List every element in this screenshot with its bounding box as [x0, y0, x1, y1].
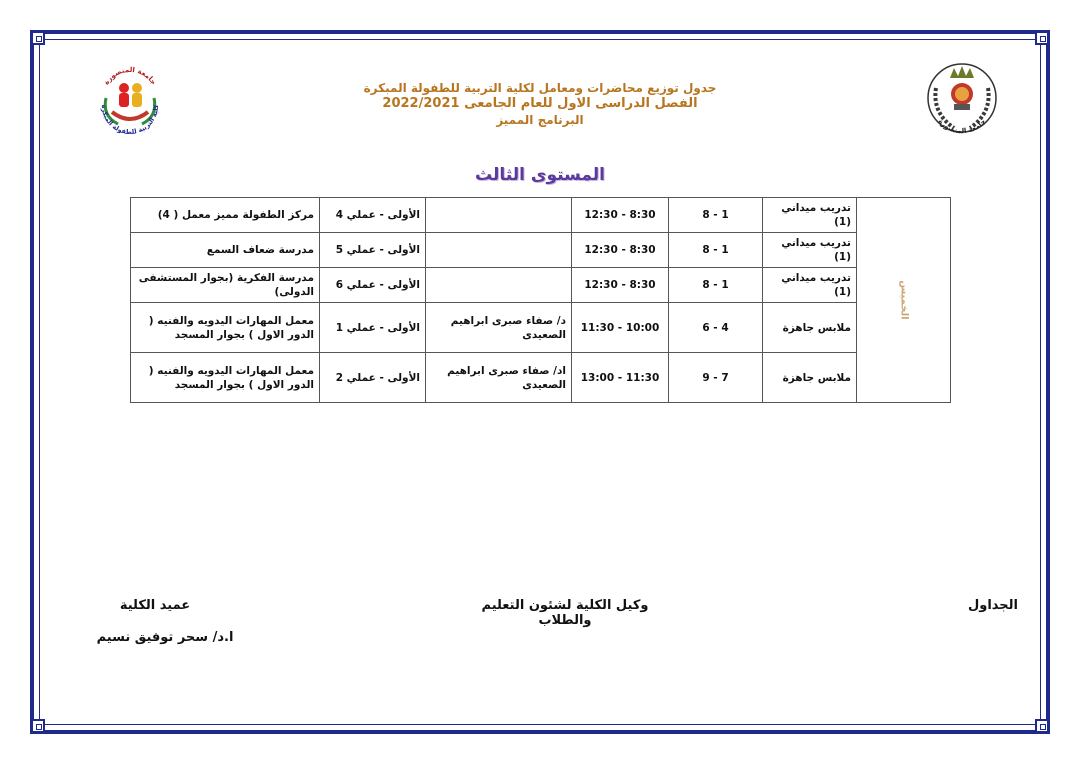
instructor-cell	[426, 198, 572, 233]
course-cell: تدريب ميداني (1)	[763, 198, 857, 233]
course-cell: تدريب ميداني (1)	[763, 268, 857, 303]
location-cell: مدرسة الفكرية (بجوار المستشفى الدولى)	[131, 268, 320, 303]
location-cell: معمل المهارات اليدويه والفنيه ( الدور الاول ) بجوار المسجد	[131, 353, 320, 403]
weeks-cell: 4 - 6	[669, 303, 763, 353]
group-cell: الأولى - عملي 5	[320, 233, 426, 268]
weeks-cell: 1 - 8	[669, 198, 763, 233]
time-cell: 8:30 - 12:30	[572, 198, 669, 233]
time-cell: 8:30 - 12:30	[572, 233, 669, 268]
time-cell: 11:30 - 13:00	[572, 353, 669, 403]
location-cell: مدرسة ضعاف السمع	[131, 233, 320, 268]
university-logo-text: جامعة المنصورة	[936, 117, 988, 136]
instructor-cell: د/ صفاء صبرى ابراهيم الصعيدى	[426, 303, 572, 353]
weeks-cell: 7 - 9	[669, 353, 763, 403]
document-header	[300, 80, 780, 128]
course-cell: ملابس جاهزة	[763, 303, 857, 353]
signature-vice-dean: وكيل الكلية لشئون التعليم والطلاب	[481, 598, 649, 628]
header-line-program: البرنامج المميز	[496, 113, 584, 127]
signature-tables: الجداول	[967, 598, 1018, 613]
faculty-logo-faculty-text: كلية التربية للطفولة المبكرة	[99, 104, 161, 136]
university-logo-icon	[924, 58, 1000, 138]
faculty-logo	[92, 60, 168, 136]
time-cell: 10:00 - 11:30	[572, 303, 669, 353]
table-row	[131, 233, 951, 268]
course-cell: تدريب ميداني (1)	[763, 233, 857, 268]
corner-ornament-bottom-left	[31, 719, 45, 733]
faculty-logo-icon	[92, 60, 168, 136]
time-cell: 8:30 - 12:30	[572, 268, 669, 303]
signature-dean-name: ا.د/ سحر توفيق نسيم	[96, 630, 234, 645]
table-row	[131, 353, 951, 403]
day-label: الخميس	[898, 280, 910, 320]
instructor-cell	[426, 233, 572, 268]
schedule-table	[130, 197, 951, 403]
weeks-cell: 1 - 8	[669, 268, 763, 303]
day-cell	[857, 198, 951, 403]
group-cell: الأولى - عملي 2	[320, 353, 426, 403]
group-cell: الأولى - عملي 1	[320, 303, 426, 353]
corner-ornament-top-right	[1035, 31, 1049, 45]
level-title: المستوى الثالث	[475, 165, 605, 185]
instructor-cell: اد/ صفاء صبرى ابراهيم الصعيدى	[426, 353, 572, 403]
group-cell: الأولى - عملي 4	[320, 198, 426, 233]
corner-ornament-top-left	[31, 31, 45, 45]
university-logo	[924, 58, 1000, 138]
svg-text:جامعة المنصورة	[937, 118, 988, 136]
location-cell: معمل المهارات اليدويه والفنيه ( الدور الاول ) بجوار المسجد	[131, 303, 320, 353]
weeks-cell: 1 - 8	[669, 233, 763, 268]
header-line-title: جدول توزيع محاضرات ومعامل لكلية التربية للطفولة المبكرة	[363, 81, 717, 95]
instructor-cell	[426, 268, 572, 303]
table-row	[131, 303, 951, 353]
svg-text:جامعة المنصورة	[102, 66, 157, 86]
faculty-logo-university-text: جامعة المنصورة	[102, 65, 158, 87]
corner-ornament-bottom-right	[1035, 719, 1049, 733]
table-row	[131, 198, 951, 233]
location-cell: مركز الطفولة مميز معمل ( 4)	[131, 198, 320, 233]
table-row	[131, 268, 951, 303]
course-cell: ملابس جاهزة	[763, 353, 857, 403]
signature-dean: عميد الكلية	[119, 598, 191, 613]
group-cell: الأولى - عملي 6	[320, 268, 426, 303]
header-line-semester: الفصل الدراسى الاول للعام الجامعى 2022/2021	[382, 96, 698, 111]
